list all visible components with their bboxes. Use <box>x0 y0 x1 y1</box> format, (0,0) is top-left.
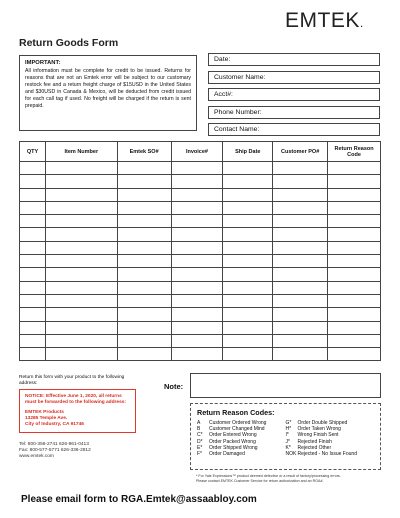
table-cell[interactable] <box>117 241 171 254</box>
reason-code-key: C* <box>197 432 203 439</box>
reason-codes-right <box>286 420 375 457</box>
table-cell[interactable] <box>117 348 171 361</box>
table-cell[interactable] <box>273 201 328 214</box>
table-row <box>20 294 381 307</box>
table-row <box>20 268 381 281</box>
table-cell[interactable] <box>45 162 117 175</box>
reason-code-key: E* <box>197 444 203 451</box>
return-address <box>25 410 130 428</box>
reason-code-key: H* <box>285 426 292 433</box>
table-cell[interactable] <box>20 321 46 334</box>
table-cell[interactable] <box>328 215 381 228</box>
table-cell[interactable] <box>171 215 223 228</box>
address-line: 13285 Temple Ave. <box>25 416 68 421</box>
table-cell[interactable] <box>328 268 381 281</box>
important-box <box>19 55 197 131</box>
table-cell[interactable] <box>20 175 46 188</box>
footnote <box>196 474 381 483</box>
col-qty: QTY <box>20 142 46 162</box>
table-cell[interactable] <box>171 188 223 201</box>
reason-code-key: J* <box>285 438 290 445</box>
table-cell[interactable] <box>273 188 328 201</box>
table-cell[interactable] <box>117 175 171 188</box>
table-cell[interactable] <box>223 255 273 268</box>
table-cell[interactable] <box>328 348 381 361</box>
table-cell[interactable] <box>223 268 273 281</box>
table-cell[interactable] <box>117 321 171 334</box>
table-cell[interactable] <box>223 215 273 228</box>
table-row <box>20 241 381 254</box>
table-cell[interactable] <box>273 175 328 188</box>
table-cell[interactable] <box>328 175 381 188</box>
table-cell[interactable] <box>117 308 171 321</box>
table-cell[interactable] <box>45 308 117 321</box>
col-item-number: Item Number <box>45 142 117 162</box>
reason-code-label: Order Double Shipped <box>297 420 348 426</box>
table-cell[interactable] <box>223 175 273 188</box>
reason-code-row <box>197 451 286 457</box>
table-cell[interactable] <box>328 334 381 347</box>
table-cell[interactable] <box>273 228 328 241</box>
table-cell[interactable] <box>45 175 117 188</box>
table-cell[interactable] <box>171 241 223 254</box>
reason-code-key: NOK <box>285 451 297 458</box>
reason-code-row <box>286 451 375 457</box>
table-cell[interactable] <box>20 294 46 307</box>
table-cell[interactable] <box>328 228 381 241</box>
table-cell[interactable] <box>273 255 328 268</box>
reason-code-label: Rejected Other <box>297 444 332 451</box>
table-row <box>20 308 381 321</box>
reason-code-label: Order Packed Wrong <box>209 438 256 445</box>
address-line: EMTEK Products <box>25 410 64 415</box>
table-cell[interactable] <box>171 268 223 281</box>
table-cell[interactable] <box>328 294 381 307</box>
table-cell[interactable] <box>20 348 46 361</box>
return-instructions: Return this form with your product to the following address: <box>19 375 125 386</box>
table-cell[interactable] <box>20 334 46 347</box>
table-cell[interactable] <box>223 162 273 175</box>
table-cell[interactable] <box>223 241 273 254</box>
table-cell[interactable] <box>273 334 328 347</box>
table-cell[interactable] <box>328 308 381 321</box>
table-cell[interactable] <box>273 241 328 254</box>
table-cell[interactable] <box>171 281 223 294</box>
contact-name-field[interactable]: Contact Name: <box>208 123 380 136</box>
table-header-row <box>20 142 381 162</box>
table-cell[interactable] <box>117 228 171 241</box>
table-cell[interactable] <box>20 241 46 254</box>
col-invoice: Invoice# <box>171 142 223 162</box>
reason-code-key: D* <box>197 438 203 445</box>
table-cell[interactable] <box>117 255 171 268</box>
reason-codes-box <box>190 403 381 470</box>
table-cell[interactable] <box>45 188 117 201</box>
table-cell[interactable] <box>20 215 46 228</box>
table-row <box>20 175 381 188</box>
contact-info <box>19 442 91 460</box>
reason-codes-left <box>197 420 286 457</box>
emtek-logo: EMTEK. <box>285 9 364 32</box>
important-text: All information must be complete for credit to be issued. Returns for reasons that are not an Emtek error will be subject to our customary restock fee and a return freight charge of $15USD in the United States and $30USD in Canada & Mexico, will be deducted from credit issued for each call tag if used. No freight will be charged if the return is sent prepaid. <box>25 68 191 109</box>
table-row <box>20 228 381 241</box>
table-cell[interactable] <box>223 334 273 347</box>
table-cell[interactable] <box>20 201 46 214</box>
table-cell[interactable] <box>328 241 381 254</box>
important-heading: IMPORTANT: <box>25 60 61 66</box>
footnote-line: * For Yale Expressions™ product deemed defective or a result of factory/processing errors. <box>196 474 341 478</box>
phone-field[interactable]: Phone Number: <box>208 106 380 119</box>
table-cell[interactable] <box>171 294 223 307</box>
account-field[interactable]: Acct#: <box>208 88 380 101</box>
table-row <box>20 162 381 175</box>
reason-code-label: Rejected Finish <box>297 438 332 445</box>
table-cell[interactable] <box>20 188 46 201</box>
table-cell[interactable] <box>273 281 328 294</box>
table-row <box>20 255 381 268</box>
reason-code-key: F* <box>197 451 202 458</box>
table-cell[interactable] <box>223 188 273 201</box>
table-cell[interactable] <box>45 268 117 281</box>
table-cell[interactable] <box>273 294 328 307</box>
table-row <box>20 201 381 214</box>
table-cell[interactable] <box>117 281 171 294</box>
table-cell[interactable] <box>45 334 117 347</box>
table-cell[interactable] <box>273 348 328 361</box>
note-label: Note: <box>164 382 184 391</box>
table-cell[interactable] <box>328 162 381 175</box>
table-cell[interactable] <box>171 348 223 361</box>
table-cell[interactable] <box>20 308 46 321</box>
table-cell[interactable] <box>20 228 46 241</box>
table-cell[interactable] <box>45 348 117 361</box>
table-cell[interactable] <box>171 228 223 241</box>
table-row <box>20 348 381 361</box>
table-row <box>20 188 381 201</box>
reason-code-label: Order Entered Wrong <box>209 432 257 439</box>
items-table <box>19 141 381 361</box>
table-cell[interactable] <box>171 162 223 175</box>
reason-code-key: G* <box>285 420 292 426</box>
reason-code-label: Order Damaged <box>209 451 245 458</box>
table-cell[interactable] <box>117 201 171 214</box>
table-cell[interactable] <box>117 188 171 201</box>
table-cell[interactable] <box>223 321 273 334</box>
table-cell[interactable] <box>20 255 46 268</box>
table-cell[interactable] <box>273 215 328 228</box>
table-cell[interactable] <box>45 215 117 228</box>
table-cell[interactable] <box>223 201 273 214</box>
table-cell[interactable] <box>117 268 171 281</box>
table-cell[interactable] <box>117 294 171 307</box>
table-cell[interactable] <box>273 308 328 321</box>
reason-code-label: Order Shipped Wrong <box>209 444 258 451</box>
table-cell[interactable] <box>223 228 273 241</box>
table-cell[interactable] <box>273 268 328 281</box>
reason-code-key: A <box>197 420 201 426</box>
col-emtek-so: Emtek SO# <box>117 142 171 162</box>
table-cell[interactable] <box>20 268 46 281</box>
reason-code-key: B <box>197 426 201 433</box>
table-row <box>20 215 381 228</box>
notice-box <box>19 389 136 433</box>
customer-name-field[interactable]: Customer Name: <box>208 71 380 84</box>
table-cell[interactable] <box>328 188 381 201</box>
reason-code-key: I* <box>285 432 289 439</box>
table-cell[interactable] <box>328 321 381 334</box>
col-ship-date: Ship Date <box>223 142 273 162</box>
table-cell[interactable] <box>20 162 46 175</box>
table-cell[interactable] <box>223 294 273 307</box>
table-cell[interactable] <box>328 255 381 268</box>
form-title: Return Goods Form <box>19 37 119 49</box>
table-cell[interactable] <box>171 201 223 214</box>
reason-code-label: Customer Ordered Wrong <box>209 420 267 426</box>
phone-line: Tel: 800-356-2741 626-961-0413 <box>19 442 89 447</box>
reason-code-label: Order Taken Wrong <box>297 426 341 433</box>
customer-fields <box>208 53 380 141</box>
table-row <box>20 334 381 347</box>
table-cell[interactable] <box>171 334 223 347</box>
table-cell[interactable] <box>45 228 117 241</box>
date-field[interactable]: Date: <box>208 53 380 66</box>
notice-text: NOTICE: Effective June 1, 2020, all returns must be forwarded to the following address: <box>25 394 127 405</box>
table-cell[interactable] <box>117 162 171 175</box>
table-cell[interactable] <box>171 255 223 268</box>
reason-code-key: K* <box>285 444 291 451</box>
table-cell[interactable] <box>328 201 381 214</box>
table-cell[interactable] <box>171 308 223 321</box>
table-cell[interactable] <box>273 321 328 334</box>
table-cell[interactable] <box>117 334 171 347</box>
address-line: City of Industry, CA 91746 <box>25 422 84 427</box>
table-cell[interactable] <box>223 348 273 361</box>
table-cell[interactable] <box>171 321 223 334</box>
table-cell[interactable] <box>223 281 273 294</box>
table-cell[interactable] <box>273 162 328 175</box>
table-cell[interactable] <box>45 294 117 307</box>
table-cell[interactable] <box>171 175 223 188</box>
table-cell[interactable] <box>328 281 381 294</box>
reason-code-label: Wrong Finish Sent <box>297 432 339 439</box>
table-cell[interactable] <box>45 201 117 214</box>
note-field[interactable] <box>190 373 381 398</box>
reason-codes-title: Return Reason Codes: <box>197 408 275 417</box>
col-return-reason-code: Return Reason Code <box>328 142 381 162</box>
email-instruction: Please email form to RGA.Emtek@assaabloy.com <box>21 494 257 505</box>
col-customer-po: Customer PO# <box>273 142 328 162</box>
reason-code-label: Rejected - No Issue Found <box>297 451 357 458</box>
reason-code-label: Customer Changed Mind <box>209 426 265 433</box>
footnote-line: Please contact EMTEK Customer Service for return authorization and an RGA#. <box>196 478 324 483</box>
table-row <box>20 281 381 294</box>
table-cell[interactable] <box>45 255 117 268</box>
table-cell[interactable] <box>223 308 273 321</box>
table-row <box>20 321 381 334</box>
table-cell[interactable] <box>20 281 46 294</box>
website-line: www.emtek.com <box>19 454 54 459</box>
table-cell[interactable] <box>45 321 117 334</box>
table-cell[interactable] <box>117 215 171 228</box>
fax-line: Fax: 800-577-5771 626-336-2812 <box>19 448 91 453</box>
table-cell[interactable] <box>45 281 117 294</box>
table-cell[interactable] <box>45 241 117 254</box>
